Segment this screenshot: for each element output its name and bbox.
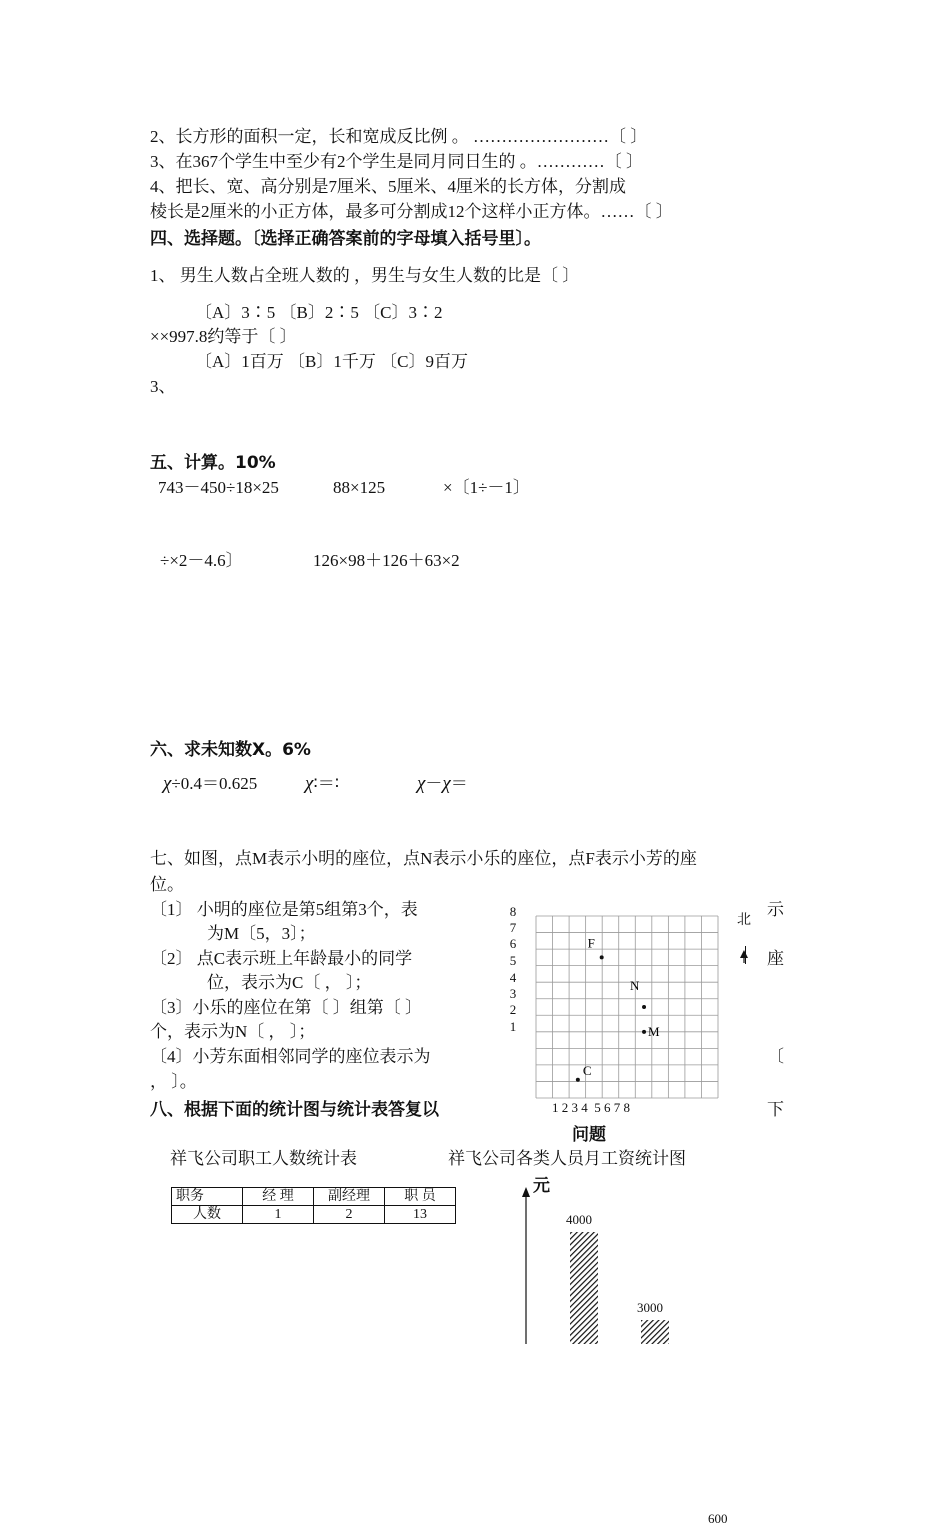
chart-title: 祥飞公司各类人员月工资统计图 — [448, 1149, 686, 1168]
seat-grid-svg — [506, 900, 816, 1130]
bars-group — [570, 1232, 669, 1344]
judge-q4-line1: 4、把长、宽、高分别是7厘米、5厘米、4厘米的长方体，分割成 — [150, 177, 626, 196]
seat-q3-line2: 个，表示为N〔 ， 〕； — [150, 1022, 316, 1041]
side-text-shi: 示 — [767, 900, 784, 919]
choice-q1: 1、 男生人数占全班人数的 ，男生与女生人数的比是〔 〕 — [150, 266, 580, 285]
chart-y-unit: 元 — [533, 1176, 550, 1196]
choice-q2-options: 〔A〕1百万 〔B〕1千万 〔C〕9百万 — [195, 352, 468, 371]
unknown-eq-2 — [305, 773, 339, 795]
calc-expr-2: 88×125 — [333, 478, 386, 497]
seat-point-f — [600, 955, 604, 959]
table-title: 祥飞公司职工人数统计表 — [170, 1149, 357, 1168]
seat-q2-line1: 〔2〕 点C表示班上年龄最小的同学 — [150, 949, 413, 968]
choice-q1-options: 〔A〕3∶5 〔B〕2∶5 〔C〕3∶2 — [195, 303, 443, 322]
north-arrow-head — [740, 950, 748, 958]
x-tick-labels: 1 2 3 4 5 6 7 8 — [552, 1100, 630, 1115]
bar-value-label: 3000 — [637, 1300, 663, 1315]
y-tick: 8 — [509, 904, 517, 919]
seat-point-c — [576, 1078, 580, 1082]
eq-3-end: ＝ — [450, 774, 468, 793]
staff-count-table — [171, 1187, 456, 1224]
judge-q4-line2: 棱长是2厘米的小正方体，最多可分割成12个这样小正方体。……〔 〕 — [150, 202, 673, 221]
table-header-row — [172, 1188, 456, 1206]
north-label: 北 — [737, 913, 751, 928]
seat-q2-line2: 位，表示为C〔 ， 〕； — [207, 973, 372, 992]
seat-point-label: N — [630, 978, 640, 993]
seat-point-n — [642, 1005, 646, 1009]
table-cell: 2 — [314, 1206, 385, 1224]
x-variable: χ — [163, 773, 172, 794]
calc-expr-3: ×〔1÷－1〕 — [443, 478, 530, 497]
choice-heading: 四、选择题。〔选择正确答案前的字母填入括号里〕。 — [150, 229, 541, 249]
seat-q4-line1: 〔4〕小芳东面相邻同学的座位表示为 — [150, 1047, 431, 1066]
north-arrow-line — [745, 946, 746, 964]
seat-intro-line2: 位。 — [150, 875, 184, 894]
table-header-cell: 经 理 — [243, 1188, 314, 1206]
eq-3-minus: － — [425, 774, 443, 793]
bar-value-label: 4000 — [566, 1212, 592, 1227]
eq-2-rest: ∶＝∶ — [313, 774, 340, 793]
seat-point-label: C — [582, 1062, 592, 1078]
side-text-paren: 〔 — [767, 1047, 784, 1066]
y-axis-arrow — [522, 1187, 530, 1197]
seat-q1-line2: 为M〔5，3〕； — [207, 924, 316, 943]
choice-q3: 3、 — [150, 377, 176, 396]
seat-intro-line1: 七、如图，点M表示小明的座位，点N表示小乐的座位，点F表示小芳的座 — [150, 849, 697, 868]
y-tick: 3 — [509, 986, 517, 1001]
choice-q2: ××997.8约等于〔 〕 — [150, 327, 297, 346]
table-row — [172, 1206, 456, 1224]
table-header-cell: 职 员 — [385, 1188, 456, 1206]
side-text-zuo: 座 — [767, 949, 784, 968]
judge-q2: 2、长方形的面积一定，长和宽成反比例 。 ……………………〔 〕 — [150, 127, 648, 146]
seat-q4-line2: ， 〕。 — [150, 1072, 197, 1091]
table-row-label: 人数 — [172, 1206, 243, 1224]
unknown-eq-3 — [417, 773, 468, 795]
calc-expr-1: 743－450÷18×25 — [158, 478, 279, 497]
x-variable: χ — [305, 773, 314, 794]
bar-value-label: 600 — [708, 1511, 728, 1527]
y-tick: 1 — [509, 1019, 517, 1034]
stats-heading: 八、根据下面的统计图与统计表答复以 — [150, 1100, 439, 1120]
table-cell: 13 — [385, 1206, 456, 1224]
y-tick: 5 — [509, 953, 517, 968]
eq-1-rest: ÷0.4＝0.625 — [171, 774, 258, 793]
y-tick: 6 — [509, 936, 517, 951]
grid-lines — [536, 916, 718, 1098]
seat-grid-area — [506, 900, 816, 1130]
x-variable-2: χ — [442, 773, 451, 794]
bar-1 — [641, 1320, 669, 1344]
unknown-heading: 六、求未知数X。6% — [150, 740, 311, 760]
seat-point-m — [642, 1030, 646, 1034]
seat-point-label: M — [648, 1023, 660, 1039]
table-cell: 1 — [243, 1206, 314, 1224]
y-tick: 2 — [509, 1002, 517, 1017]
side-text-xia: 下 — [767, 1100, 784, 1119]
x-variable: χ — [417, 773, 426, 794]
calc-heading: 五、计算。10% — [150, 453, 276, 473]
unknown-eq-1 — [163, 773, 257, 795]
calc-expr-5: 126×98＋126＋63×2 — [313, 551, 460, 570]
bar-0 — [570, 1232, 598, 1344]
judge-q3: 3、在367个学生中至少有2个学生是同月同日生的 。…………〔 〕 — [150, 152, 643, 171]
seat-q3-line1: 〔3〕小乐的座位在第〔 〕组第〔 〕 — [150, 998, 422, 1017]
table-header-cell: 职务 — [172, 1188, 243, 1206]
y-tick: 4 — [509, 970, 517, 985]
seat-point-label: F — [587, 935, 595, 951]
table-header-cell: 副经理 — [314, 1188, 385, 1206]
seat-q1-line1: 〔1〕 小明的座位是第5组第3个，表 — [150, 900, 418, 919]
wage-bar-chart — [500, 1184, 760, 1344]
seat-points — [576, 935, 660, 1081]
stats-heading-tail: 问题 — [572, 1125, 606, 1145]
calc-expr-4: ÷×2－4.6〕 — [160, 551, 243, 570]
y-tick: 7 — [509, 920, 517, 935]
north-arrow — [740, 944, 748, 963]
